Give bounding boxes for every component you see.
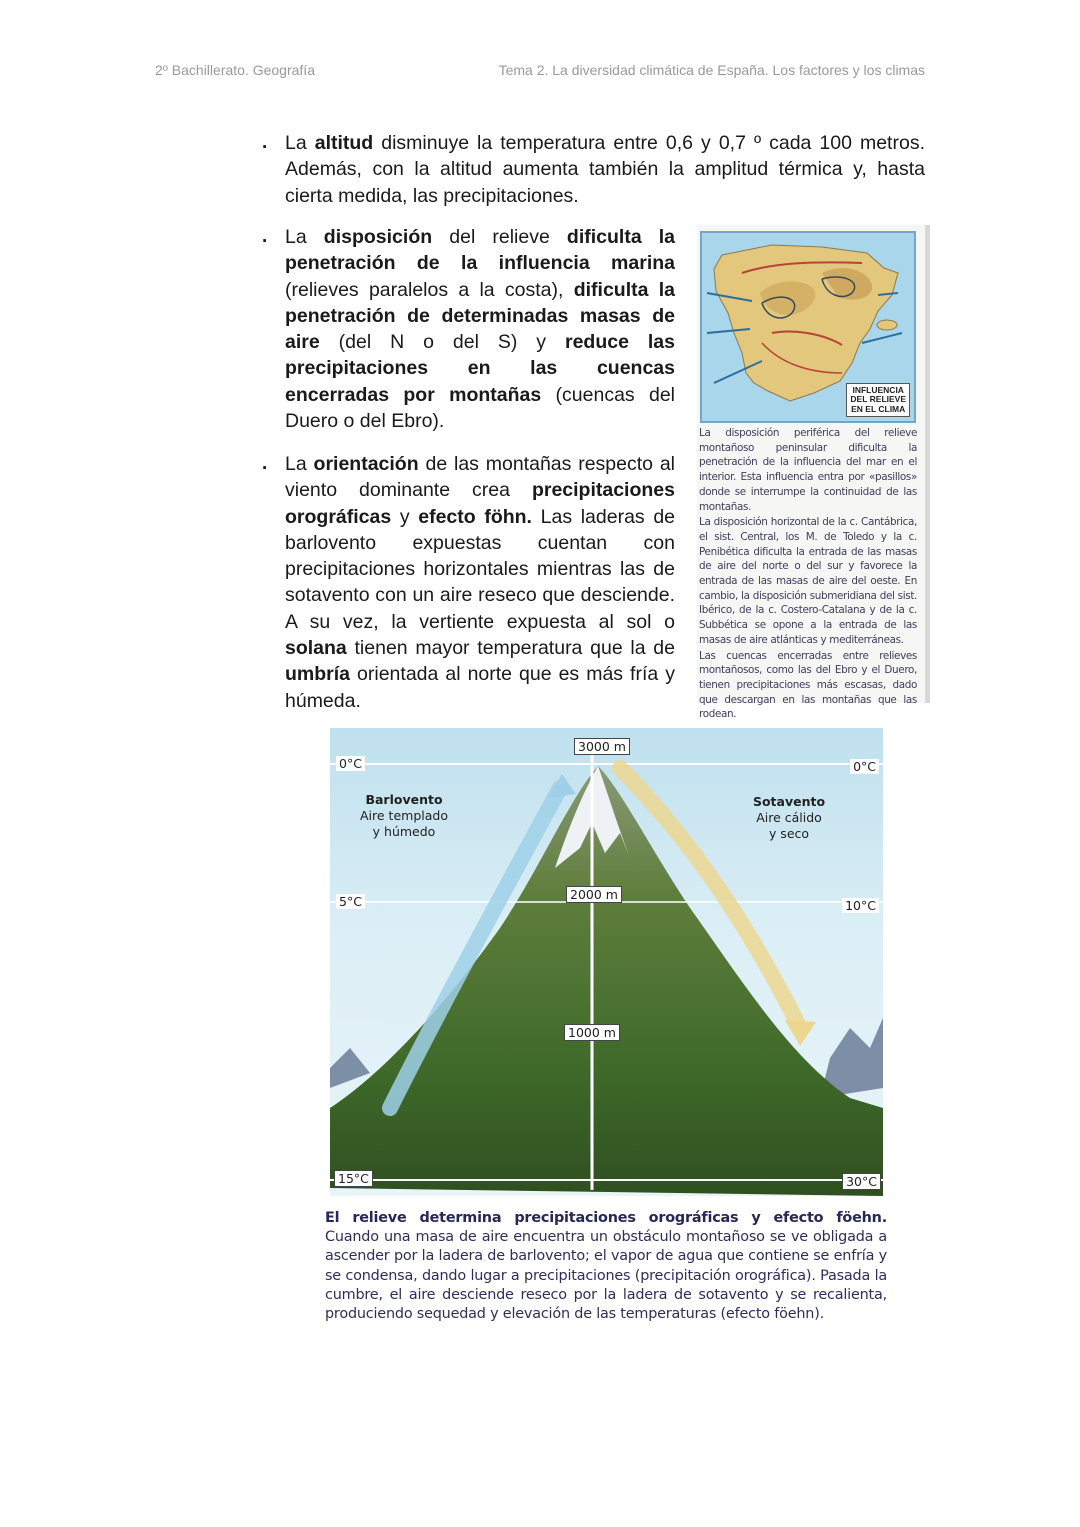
paragraph-disposicion: La disposición del relieve dificulta la penetración de la influencia marina (relieves paralelos a la costa), dificulta la penetración de determinadas masas de aire (del N o del S) y reduce las precipitaciones en las cuencas encerradas por montañas (cuencas del Duero o del Ebro).: [285, 226, 676, 433]
map-caption: [699, 426, 917, 723]
header-course: 2º Bachillerato. Geografía: [155, 62, 315, 78]
mountain-caption: El relieve determina precipitaciones orográficas y efecto föehn. Cuando una masa de aire encuentra un obstáculo montañoso se ve obligada a ascender por la ladera de barlovento; el vapor de agua que contiene se enfría y se condensa, dando lugar a precipitaciones (precipitación orográfica). Pasada la cumbre, el aire desciende reseco por la ladera de sotavento y se recalienta, produciendo sequedad y elevación de las temperaturas (efecto föehn).: [325, 1210, 887, 1323]
orographic-mountain-figure: [330, 728, 883, 1196]
left-temp-5: 5°C: [336, 894, 365, 909]
descending-arrow-head: [785, 1020, 816, 1046]
relief-influence-map-figure: [697, 225, 930, 721]
map-caption-paragraph: Las cuencas encerradas entre relieves montañosos, como las del Ebro y el Duero, tienen precipitaciones más escasas, dado que descargan en las montañas que las rodean.: [699, 649, 917, 721]
bullet-marker: .: [262, 453, 268, 474]
bullet-marker: .: [262, 132, 268, 153]
paragraph-altitud: La altitud disminuye la temperatura entre 0,6 y 0,7 º cada 100 metros. Además, con la altitud aumenta también la amplitud térmica y, hasta cierta medida, las precipitaciones.: [285, 132, 925, 207]
wind-arrow: [862, 333, 902, 343]
map-caption-paragraph: La disposición horizontal de la c. Cantábrica, el sist. Central, los M. de Toledo y la c. Penibética dificulta la entrada de las masas de aire del norte o del sur y favorece la entrada de las masas de aire del oeste. En cambio, la disposición submeridiana del sist. Ibérico, de la c. Costero-Catalana y de la c. Subbética se opone a la entrada de las masas de aire atlánticas y mediterráneas.: [699, 516, 917, 646]
right-temp-10: 10°C: [842, 898, 879, 913]
header-topic: Tema 2. La diversidad climática de España. Los factores y los climas: [498, 62, 925, 78]
bullet-marker: .: [262, 226, 268, 247]
altitude-label-2000: 2000 m: [566, 886, 622, 903]
left-temp-15: 15°C: [334, 1170, 373, 1187]
page-header: [155, 62, 925, 84]
altitude-label-1000: 1000 m: [564, 1024, 620, 1041]
left-temp-0: 0°C: [336, 756, 365, 771]
balearic-islands: [877, 320, 897, 330]
right-temp-30: 30°C: [842, 1173, 881, 1190]
paragraph-orientacion: La orientación de las montañas respecto al viento dominante crea precipitaciones orográficas y efecto föhn. Las laderas de barlovento expuestas cuentan con precipitaciones horizontales mientras las de sotavento con un aire reseco que desciende. A su vez, la vertiente expuesta al sol o solana tienen mayor temperatura que la de umbría orientada al norte que es más fría y húmeda.: [285, 453, 676, 712]
peninsula-land: [714, 245, 898, 401]
right-temp-0: 0°C: [850, 759, 879, 774]
altitude-label-3000: 3000 m: [574, 738, 630, 755]
background-peak: [330, 1048, 370, 1088]
map-caption-paragraph: La disposición periférica del relieve montañoso peninsular dificulta la penetración de la influencia del mar en el interior. Esta influencia entra por «pasillos» donde se interrumpe la continuidad de las montañas.: [699, 427, 917, 513]
map-title-label: INFLUENCIA DEL RELIEVE EN EL CLIMA: [846, 383, 910, 418]
sotavento-label: Sotavento Aire cálido y seco: [752, 794, 826, 841]
barlovento-label: Barlovento Aire templado y húmedo: [360, 792, 448, 839]
iberian-peninsula-map: [700, 231, 916, 423]
